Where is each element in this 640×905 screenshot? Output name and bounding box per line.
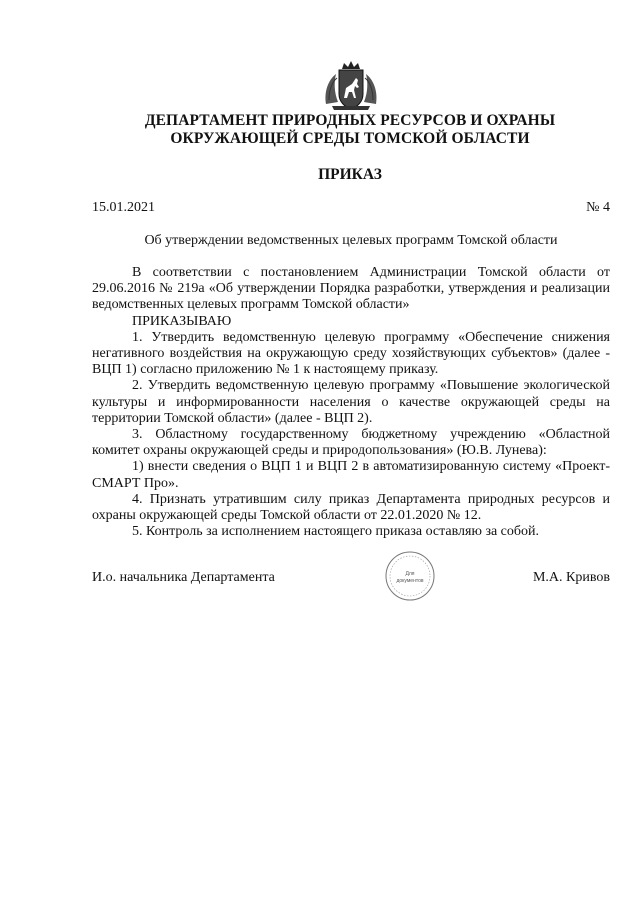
order-number: № 4 bbox=[586, 200, 610, 215]
stamp-text-1: Для bbox=[405, 571, 415, 577]
official-stamp bbox=[384, 550, 436, 602]
stamp-text-2: документов bbox=[396, 578, 424, 584]
command-word: ПРИКАЗЫВАЮ bbox=[132, 313, 232, 329]
document-type: ПРИКАЗ bbox=[318, 166, 382, 183]
order-item-4: 4. Признать утратившим силу приказ Департамента природных ресурсов и охраны окружающей среды Томской области от 22.01.2020 № 12. bbox=[92, 491, 610, 524]
signer-role: И.о. начальника Департамента bbox=[92, 570, 275, 585]
order-item-5: 5. Контроль за исполнением настоящего приказа оставляю за собой. bbox=[132, 524, 540, 540]
order-date: 15.01.2021 bbox=[92, 200, 155, 215]
order-item-3: 3. Областному государственному бюджетному учреждению «Областной комитет охраны окружающей среды и природопользования» (Ю.В. Лунева): bbox=[92, 427, 610, 459]
order-item-2: 2. Утвердить ведомственную целевую программу «Повышение экологической культуры и информированности населения о качестве окружающей среды на территории Томской области» (далее - ВЦП 2). bbox=[92, 378, 610, 426]
order-body bbox=[92, 265, 610, 540]
order-item-3-sub-1: 1) внести сведения о ВЦП 1 и ВЦП 2 в автоматизированную систему «Проект-СМАРТ Про». bbox=[92, 459, 610, 491]
coat-of-arms-emblem bbox=[322, 60, 380, 112]
order-subject: Об утверждении ведомственных целевых программ Томской области bbox=[144, 233, 558, 248]
department-line-1: ДЕПАРТАМЕНТ ПРИРОДНЫХ РЕСУРСОВ И ОХРАНЫ bbox=[144, 112, 556, 129]
signer-name: М.А. Кривов bbox=[532, 570, 610, 585]
department-name bbox=[0, 112, 640, 148]
order-item-1: 1. Утвердить ведомственную целевую программу «Обеспечение снижения негативного воздействия на окружающую среду хозяйствующих субъектов» (далее - ВЦП 1) согласно приложению № 1 к настоящему приказу. bbox=[92, 329, 610, 378]
department-line-2: ОКРУЖАЮЩЕЙ СРЕДЫ ТОМСКОЙ ОБЛАСТИ bbox=[170, 130, 530, 147]
preamble-paragraph: В соответствии с постановлением Администрации Томской области от 29.06.2016 № 219а «Об утверждении Порядка разработки, утверждения и реализации ведомственных целевых программ Томской области» bbox=[92, 265, 610, 313]
